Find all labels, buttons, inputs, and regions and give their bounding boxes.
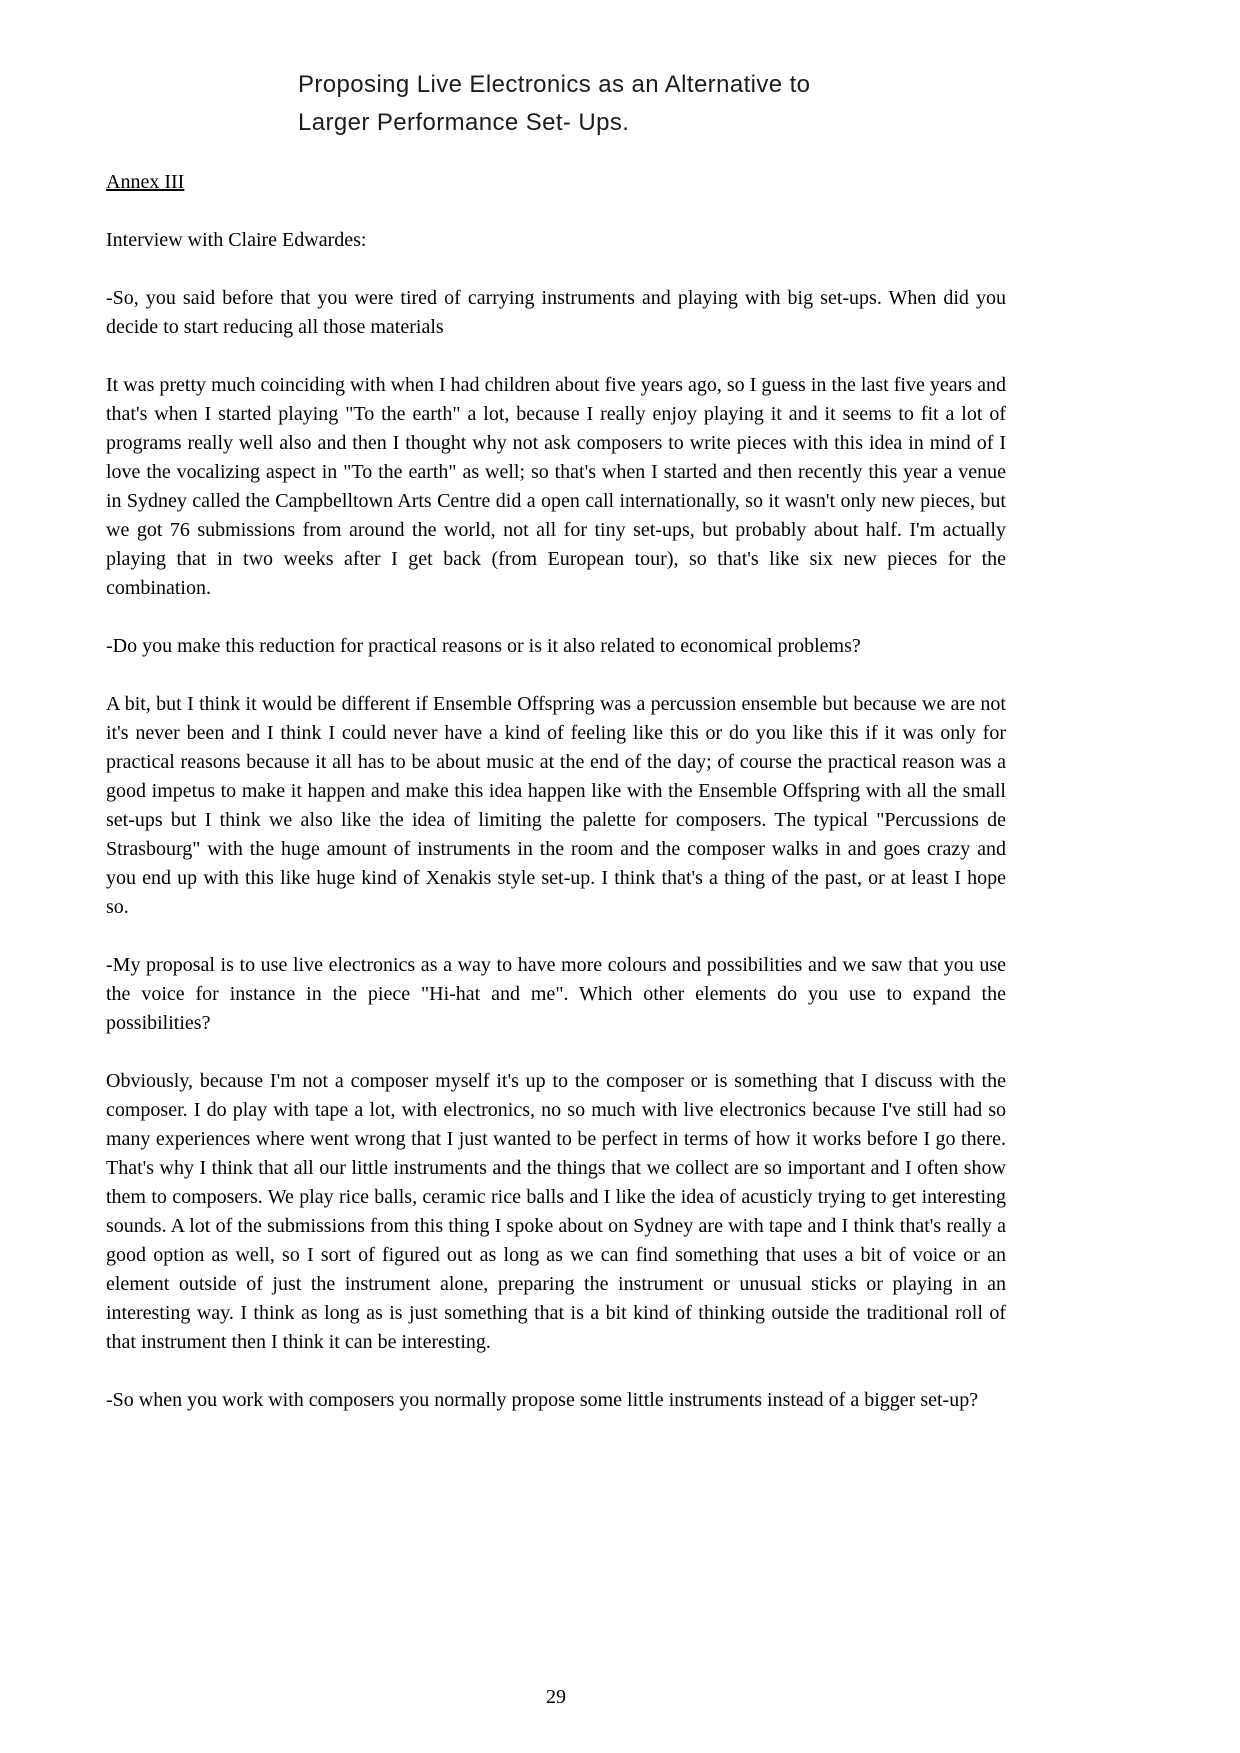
header-line-1: Proposing Live Electronics as an Alternative to — [298, 71, 811, 98]
document-body — [106, 168, 1006, 1415]
annex-title: Annex III — [106, 171, 185, 193]
interview-question: -Do you make this reduction for practical reasons or is it also related to economical problems? — [106, 635, 861, 657]
interview-subtitle: Interview with Claire Edwardes: — [106, 229, 367, 251]
interview-answer: It was pretty much coinciding with when I had children about five years ago, so I guess in the last five years and that's when I started playing "To the earth" a lot, because I really enjoy playing it and it seems to fit a lot of programs really well also and then I thought why not ask composers to write pieces with this idea in mind of I love the vocalizing aspect in "To the earth" as well; so that's when I started and then recently this year a venue in Sydney called the Campbelltown Arts Centre did a open call internationally, so it wasn't only new pieces, but we got 76 submissions from around the world, not all for tiny set-ups, but probably about half. I'm actually playing that in two weeks after I get back (from European tour), so that's like six new pieces for the combination. — [106, 374, 1006, 599]
page-number: 29 — [546, 1686, 566, 1708]
interview-question: -So when you work with composers you normally propose some little instruments instead of a bigger set-up? — [106, 1389, 979, 1411]
document-header — [298, 66, 918, 142]
interview-answer: Obviously, because I'm not a composer myself it's up to the composer or is something that I discuss with the composer. I do play with tape a lot, with electronics, no so much with live electronics because I've still had so many experiences where went wrong that I just wanted to be perfect in terms of how it works before I go there. That's why I think that all our little instruments and the things that we collect are so important and I often show them to composers. We play rice balls, ceramic rice balls and I like the idea of acusticly trying to get interesting sounds. A lot of the submissions from this thing I spoke about on Sydney are with tape and I think that's really a good option as well, so I sort of figured out as long as we can find something that uses a bit of voice or an element outside of just the instrument alone, preparing the instrument or unusual sticks or playing in an interesting way. I think as long as is just something that is a bit kind of thinking outside the traditional roll of that instrument then I think it can be interesting. — [106, 1070, 1006, 1353]
page-footer — [106, 1686, 1006, 1709]
interview-answer: A bit, but I think it would be different if Ensemble Offspring was a percussion ensemble but because we are not it's never been and I think I could never have a kind of feeling like this or do you like this if it was only for practical reasons because it all has to be about music at the end of the day; of course the practical reason was a good impetus to make it happen and make this idea happen like with the Ensemble Offspring with all the small set-ups but I think we also like the idea of limiting the palette for composers. The typical "Percussions de Strasbourg" with the huge amount of instruments in the room and the composer walks in and goes crazy and you end up with this like huge kind of Xenakis style set-up. I think that's a thing of the past, or at least I hope so. — [106, 693, 1006, 918]
interview-question: -So, you said before that you were tired of carrying instruments and playing with big set-ups. When did you decide to start reducing all those materials — [106, 287, 1006, 338]
header-line-2: Larger Performance Set- Ups. — [298, 109, 630, 136]
interview-question: -My proposal is to use live electronics as a way to have more colours and possibilities and we saw that you use the voice for instance in the piece "Hi-hat and me". Which other elements do you use to expand the possibilities? — [106, 954, 1006, 1034]
